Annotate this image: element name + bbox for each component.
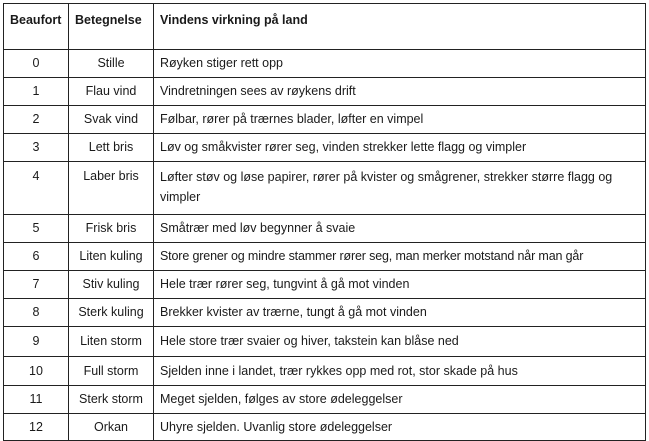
- wind-name: Sterk kuling: [69, 299, 154, 327]
- wind-name: Flau vind: [69, 78, 154, 106]
- beaufort-number: 8: [4, 299, 69, 327]
- wind-name: Frisk bris: [69, 215, 154, 243]
- beaufort-number: 2: [4, 106, 69, 134]
- beaufort-number: 6: [4, 243, 69, 271]
- beaufort-number: 12: [4, 414, 69, 441]
- header-name: Betegnelse: [69, 4, 154, 50]
- table-row: [4, 162, 646, 215]
- table-row: [4, 106, 646, 134]
- wind-name: Stille: [69, 50, 154, 78]
- table-row: [4, 299, 646, 327]
- table-row: [4, 386, 646, 414]
- table-row: [4, 327, 646, 357]
- beaufort-number: 9: [4, 327, 69, 357]
- beaufort-number: 1: [4, 78, 69, 106]
- wind-effect: Vindretningen sees av røykens drift: [154, 78, 646, 106]
- wind-name: Liten kuling: [69, 243, 154, 271]
- wind-effect: Hele store trær svaier og hiver, takstein kan blåse ned: [154, 327, 646, 357]
- table-row: [4, 243, 646, 271]
- table-row: [4, 78, 646, 106]
- beaufort-number: 7: [4, 271, 69, 299]
- beaufort-number: 4: [4, 162, 69, 215]
- header-effect: Vindens virkning på land: [154, 4, 646, 50]
- wind-name: Lett bris: [69, 134, 154, 162]
- wind-name: Svak vind: [69, 106, 154, 134]
- header-beaufort: Beaufort: [4, 4, 69, 50]
- beaufort-number: 5: [4, 215, 69, 243]
- beaufort-number: 3: [4, 134, 69, 162]
- wind-name: Liten storm: [69, 327, 154, 357]
- wind-effect: Store grener og mindre stammer rører seg, man merker motstand når man går: [154, 243, 646, 271]
- wind-effect: Uhyre sjelden. Uvanlig store ødeleggelser: [154, 414, 646, 441]
- wind-name: Orkan: [69, 414, 154, 441]
- beaufort-scale-table: [3, 3, 646, 441]
- table-row: [4, 50, 646, 78]
- table-header-row: [4, 4, 646, 50]
- wind-effect: Røyken stiger rett opp: [154, 50, 646, 78]
- table-row: [4, 357, 646, 386]
- wind-effect: Løv og småkvister rører seg, vinden strekker lette flagg og vimpler: [154, 134, 646, 162]
- table-row: [4, 271, 646, 299]
- wind-name: Stiv kuling: [69, 271, 154, 299]
- wind-effect: Småtrær med løv begynner å svaie: [154, 215, 646, 243]
- beaufort-number: 10: [4, 357, 69, 386]
- wind-name: Full storm: [69, 357, 154, 386]
- wind-effect: Løfter støv og løse papirer, rører på kvister og smågrener, strekker større flagg og vimpler: [154, 162, 646, 215]
- table-row: [4, 134, 646, 162]
- beaufort-number: 0: [4, 50, 69, 78]
- table-row: [4, 414, 646, 441]
- wind-effect: Brekker kvister av trærne, tungt å gå mot vinden: [154, 299, 646, 327]
- wind-effect: Følbar, rører på trærnes blader, løfter en vimpel: [154, 106, 646, 134]
- wind-effect: Meget sjelden, følges av store ødeleggelser: [154, 386, 646, 414]
- table-row: [4, 215, 646, 243]
- wind-effect: Hele trær rører seg, tungvint å gå mot vinden: [154, 271, 646, 299]
- wind-name: Laber bris: [69, 162, 154, 215]
- beaufort-number: 11: [4, 386, 69, 414]
- wind-effect: Sjelden inne i landet, trær rykkes opp med rot, stor skade på hus: [154, 357, 646, 386]
- wind-name: Sterk storm: [69, 386, 154, 414]
